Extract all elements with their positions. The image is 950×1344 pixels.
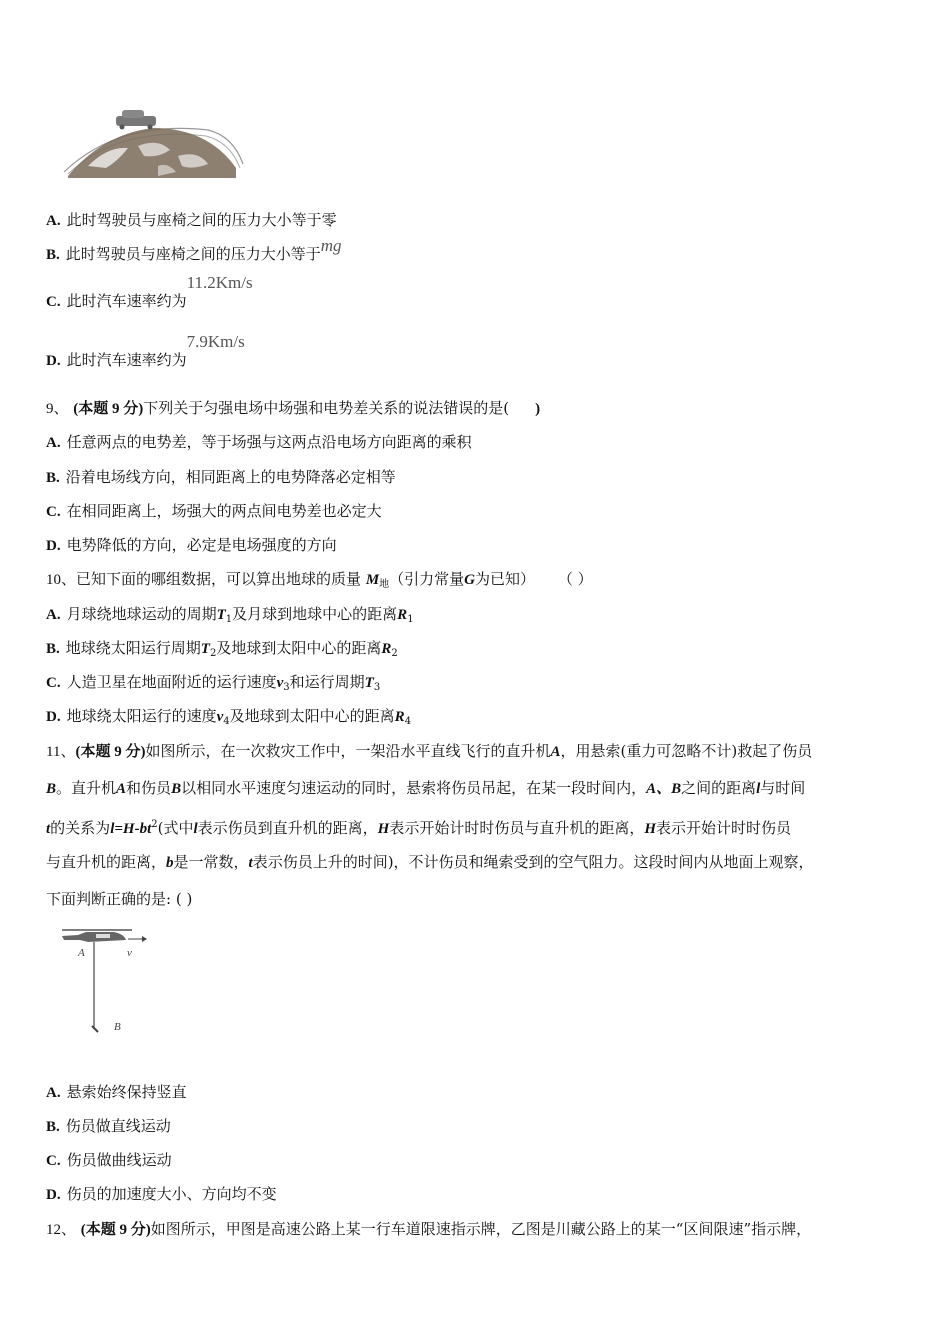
question-text: 表示伤员到直升机的距离， <box>197 819 378 837</box>
option-letter: B. <box>46 247 60 263</box>
mass-subscript: 地 <box>379 579 390 590</box>
question-score: (本题 9 分) <box>75 744 146 760</box>
question-text: 。直升机 <box>56 779 117 797</box>
symbol: R <box>394 709 405 725</box>
q11-option-d <box>46 1184 277 1205</box>
symbol: H <box>377 821 390 837</box>
option-text: 和运行周期 <box>289 673 365 691</box>
question-number: 9、 <box>46 401 69 417</box>
question-text: (式中 <box>157 819 194 837</box>
option-letter: D. <box>46 1187 61 1203</box>
option-text: 此时汽车速率约为 <box>66 351 187 369</box>
q11-option-c <box>46 1150 172 1171</box>
question-number: 11、 <box>46 744 76 760</box>
question-text: 下列关于匀强电场中场强和电势差关系的说法错误的是( <box>143 399 510 417</box>
earth-car-figure <box>58 106 248 182</box>
question-text: 为已知） <box>475 570 536 588</box>
option-text: 悬索始终保持竖直 <box>66 1083 187 1101</box>
symbol: l <box>193 821 198 837</box>
q10-option-c <box>46 672 380 698</box>
question-text: （引力常量 <box>389 570 465 588</box>
symbol: v <box>216 709 224 725</box>
option-text: 地球绕太阳运行的速度 <box>66 707 217 725</box>
q10-option-b <box>46 638 398 664</box>
option-text: 人造卫星在地面附近的运行速度 <box>66 673 277 691</box>
option-letter: C. <box>46 294 61 310</box>
q8-option-b <box>46 236 342 265</box>
option-text: 月球绕地球运动的周期 <box>66 605 217 623</box>
q9-option-d <box>46 535 337 556</box>
question-text: 是一常数， <box>173 853 249 871</box>
option-text: 此时驾驶员与座椅之间的压力大小等于零 <box>66 211 337 229</box>
q8-option-c <box>46 273 253 312</box>
question-number: 10、 <box>46 572 77 588</box>
question-text: 表示开始计时时伤员 <box>656 819 792 837</box>
q11-stem-line4 <box>46 852 814 873</box>
option-letter: B. <box>46 641 60 657</box>
symbol: R <box>381 641 392 657</box>
symbol: A、B <box>646 781 682 797</box>
formula: l=H-bt <box>110 821 152 837</box>
formula-exponent: 2 <box>151 819 158 830</box>
symbol: R <box>397 607 408 623</box>
symbol: t <box>46 821 51 837</box>
question-text: 已知下面的哪组数据，可以算出地球的质量 <box>76 570 362 588</box>
q8-option-d <box>46 332 245 371</box>
symbol: v <box>276 675 284 691</box>
option-text: 在相同距离上，场强大的两点间电势差也必定大 <box>66 502 382 520</box>
question-text: 与直升机的距离， <box>46 853 167 871</box>
q10-option-a <box>46 604 414 630</box>
q11-stem-line3 <box>46 815 791 839</box>
symbol: T <box>200 641 210 657</box>
symbol: H <box>644 821 657 837</box>
label-a: A <box>78 947 85 959</box>
option-letter: C. <box>46 675 61 691</box>
question-text: 和伤员 <box>126 779 172 797</box>
q11-option-b <box>46 1116 171 1137</box>
g-symbol: G <box>464 572 476 588</box>
option-letter: A. <box>46 607 61 623</box>
q9-option-b <box>46 467 396 488</box>
mass-symbol: M <box>365 572 380 588</box>
question-text: 下面判断正确的是: ( ) <box>46 890 193 908</box>
option-text: 伤员的加速度大小、方向均不变 <box>66 1185 277 1203</box>
question-score: (本题 9 分) <box>73 401 144 417</box>
option-letter: D. <box>46 353 61 369</box>
option-letter: B. <box>46 470 60 486</box>
option-text: 伤员做直线运动 <box>65 1117 171 1135</box>
option-text: 电势降低的方向，必定是电场强度的方向 <box>66 536 337 554</box>
question-text: 的关系为 <box>50 819 111 837</box>
answer-blank-close: ) <box>535 401 541 417</box>
symbol-subscript: 1 <box>225 614 233 625</box>
q12-stem <box>46 1219 811 1240</box>
helicopter-figure <box>58 926 158 1036</box>
option-letter: C. <box>46 1153 61 1169</box>
option-letter: B. <box>46 1119 60 1135</box>
q10-stem <box>46 569 593 595</box>
question-text: 表示伤员上升的时间)，不计伤员和绳索受到的空气阻力。这段时间内从地面上观察， <box>252 853 814 871</box>
symbol-subscript: 4 <box>404 716 412 727</box>
q11-option-a <box>46 1082 187 1103</box>
option-text: 沿着电场线方向，相同距离上的电势降落必定相等 <box>65 468 396 486</box>
q11-stem-line2 <box>46 778 805 799</box>
q9-option-a <box>46 432 472 453</box>
earth-car-image <box>58 106 248 182</box>
option-text: 伤员做曲线运动 <box>66 1151 172 1169</box>
symbol: T <box>364 675 374 691</box>
label-v: v <box>127 947 132 959</box>
option-letter: A. <box>46 213 61 229</box>
symbol-subscript: 3 <box>283 682 290 693</box>
q10-option-d <box>46 706 411 732</box>
option-letter: D. <box>46 538 61 554</box>
symbol: A <box>550 744 561 760</box>
option-text: 此时汽车速率约为 <box>66 292 187 310</box>
q9-stem <box>46 398 540 419</box>
option-letter: C. <box>46 504 61 520</box>
option-text: 及地球到太阳中心的距离 <box>229 707 395 725</box>
option-text: 及地球到太阳中心的距离 <box>216 639 382 657</box>
symbol: B <box>46 781 57 797</box>
question-score: (本题 9 分) <box>80 1222 151 1238</box>
question-number: 12、 <box>46 1222 77 1238</box>
formula-speed: 7.9Km/s <box>186 332 245 351</box>
symbol-subscript: 1 <box>407 614 414 625</box>
formula-mg: mg <box>320 236 342 255</box>
question-text: 如图所示，甲图是高速公路上某一行车道限速指示牌，乙图是川藏公路上的某一“区间限速”指示牌， <box>150 1220 812 1238</box>
question-text: 如图所示，在一次救灾工作中，一架沿水平直线飞行的直升机 <box>145 742 551 760</box>
symbol: A <box>116 781 127 797</box>
question-text: ，用悬索(重力可忽略不计)救起了伤员 <box>560 742 813 760</box>
option-text: 及月球到地球中心的距离 <box>232 605 398 623</box>
option-text: 任意两点的电势差，等于场强与这两点沿电场方向距离的乘积 <box>66 433 472 451</box>
option-letter: A. <box>46 1085 61 1101</box>
option-letter: D. <box>46 709 61 725</box>
option-text: 此时驾驶员与座椅之间的压力大小等于 <box>65 245 321 263</box>
symbol-subscript: 4 <box>223 716 230 727</box>
symbol: l <box>756 781 761 797</box>
label-b: B <box>114 1021 121 1033</box>
question-text: 以相同水平速度匀速运动的同时，悬索将伤员吊起，在某一段时间内， <box>181 779 647 797</box>
q11-stem-line5 <box>46 889 192 909</box>
answer-blank: （ ） <box>557 570 593 588</box>
q11-stem-line1 <box>46 741 812 762</box>
formula-speed: 11.2Km/s <box>186 273 253 292</box>
symbol: b <box>166 855 174 871</box>
symbol: B <box>171 781 182 797</box>
option-letter: A. <box>46 435 61 451</box>
option-text: 地球绕太阳运行周期 <box>65 639 201 657</box>
symbol: t <box>248 855 253 871</box>
question-text: 与时间 <box>760 779 806 797</box>
symbol-subscript: 2 <box>209 648 217 659</box>
symbol-subscript: 2 <box>391 648 398 659</box>
q9-option-c <box>46 501 382 522</box>
question-text: 表示开始计时时伤员与直升机的距离， <box>389 819 645 837</box>
question-text: 之间的距离 <box>681 779 757 797</box>
symbol: T <box>216 607 226 623</box>
helicopter-diagram <box>58 926 158 1036</box>
q8-option-a <box>46 210 337 231</box>
symbol-subscript: 3 <box>373 682 381 693</box>
